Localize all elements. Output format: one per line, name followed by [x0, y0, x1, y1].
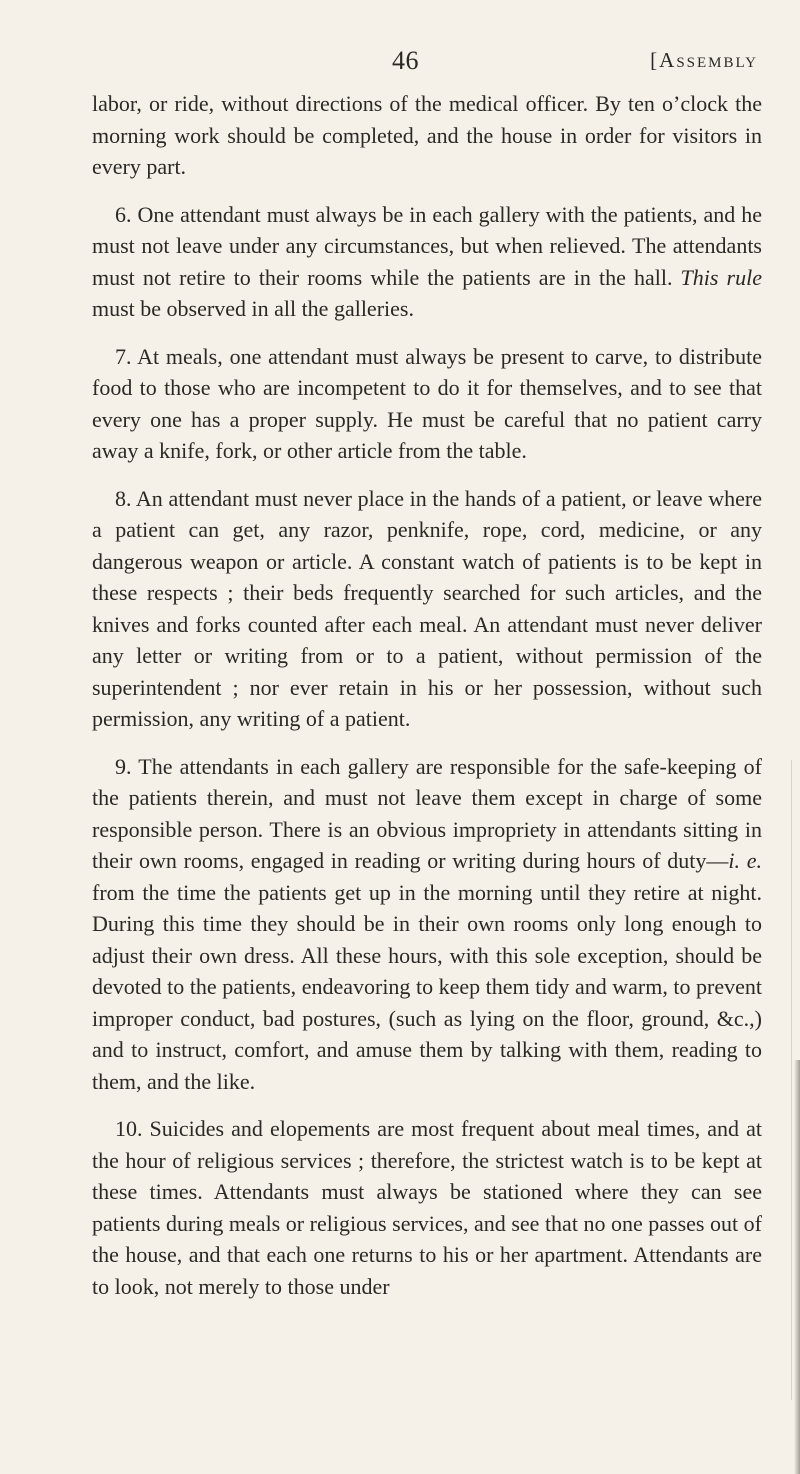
paragraph-text: 9. The attendants in each gallery are responsible for the safe-keeping of the patients therein, and must not leave them except in charge of some responsible person. There is an obvious impropriety in attendants sitting in their own rooms, engaged in reading or writing during hours of duty— [92, 753, 762, 873]
paragraph-text: 10. Suicides and elopements are most frequent about meal times, and at the hour of religious services ; therefore, the strictest watch is to be kept at these times. Attendants must always be stationed where they can see patients during meals or religious services, and see that no one passes out of the house, and that each one returns to his or her apartment. Attendants are to look, not merely to those under [92, 1116, 762, 1299]
paragraph-text-tail: from the time the patients get up in the morning until they retire at night. During this time they should be in their own rooms only long enough to adjust their own dress. All these hours, with this sole exception, should be devoted to the patients, endeavoring to keep them tidy and warm, to prevent improper conduct, bad postures, (such as lying on the floor, ground, &c.,) and to instruct, comfort, and amuse them by talking with them, reading to them, and the like. [92, 879, 762, 1094]
paragraph-rule-7 [92, 341, 762, 467]
paragraph-rule-9 [92, 751, 762, 1098]
paragraph-text-tail: must be observed in all the galleries. [92, 296, 414, 321]
paragraph-rule-10 [92, 1113, 762, 1302]
emphasis-text: This rule [680, 264, 762, 290]
paragraph-rule-8 [92, 483, 762, 735]
body-text [92, 88, 762, 1318]
page-header [92, 46, 758, 82]
paragraph-continuation [92, 88, 762, 183]
paragraph-rule-6 [92, 199, 762, 325]
page-number: 46 [392, 46, 419, 75]
emphasis-text: i. e. [728, 848, 762, 873]
paragraph-text: labor, or ride, without directions of the medical officer. By ten o’clock the morning work should be completed, and the house in order for visitors in every part. [92, 91, 762, 179]
running-head: [Assembly [650, 48, 758, 72]
paragraph-text: 7. At meals, one attendant must always be present to carve, to distribute food to those who are incompetent to do it for themselves, and to see that every one has a proper supply. He must be careful that no patient carry away a knife, fork, or other article from the table. [92, 343, 762, 463]
paragraph-text: 8. An attendant must never place in the hands of a patient, or leave where a patient can get, any razor, penknife, rope, cord, medicine, or any dangerous weapon or article. A constant watch of patients is to be kept in these respects ; their beds frequently searched for such articles, and the knives and forks counted after each meal. An attendant must never deliver any letter or writing from or to a patient, without permission of the superintendent ; nor ever retain in his or her possession, without such permission, any writing of a patient. [92, 485, 762, 731]
paragraph-text: 6. One attendant must always be in each gallery with the patients, and he must not leave under any circumstances, but when relieved. The attendants must not retire to their rooms while the patients are in the hall. [92, 201, 762, 290]
page-edge-line [791, 760, 792, 1400]
page-edge-shadow [794, 1060, 800, 1474]
